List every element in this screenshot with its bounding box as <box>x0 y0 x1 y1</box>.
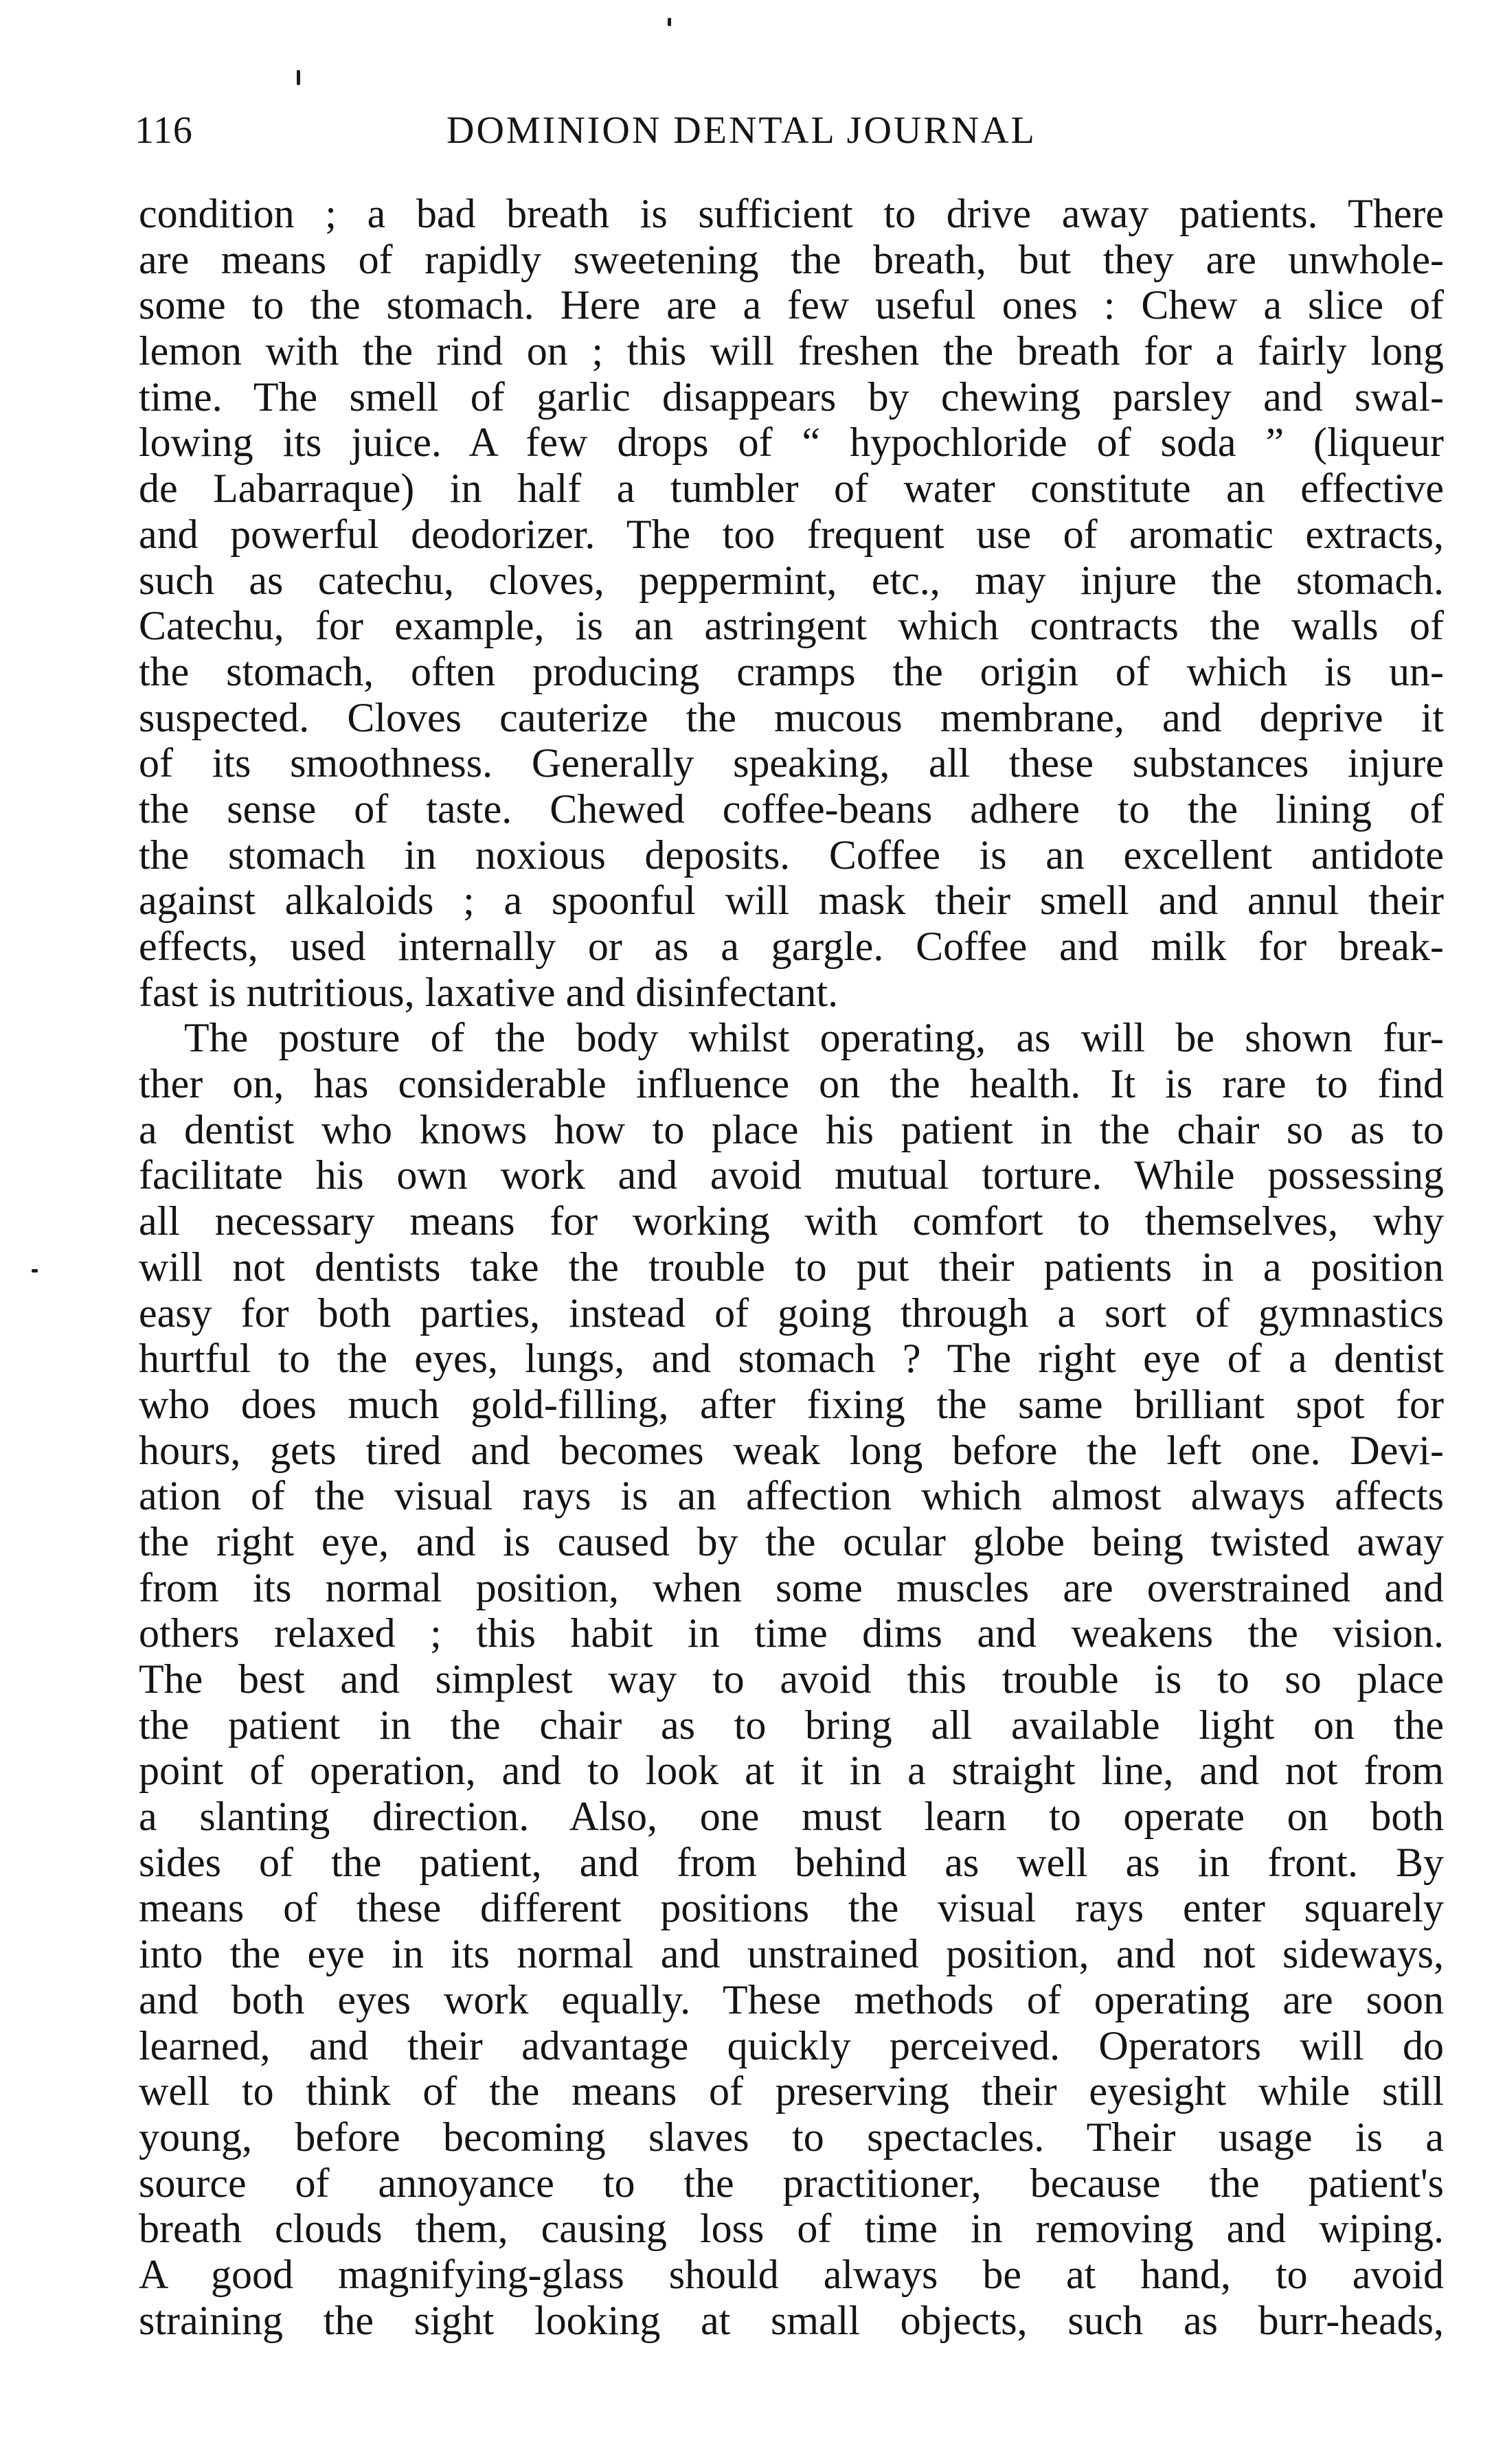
text-line: are means of rapidly sweetening the breath, but they are unwhole- <box>139 236 1444 282</box>
body-text <box>139 191 1444 2343</box>
ink-speck <box>32 1269 38 1273</box>
text-line: A good magnifying-glass should always be at hand, to avoid <box>139 2251 1444 2297</box>
text-line: lemon with the rind on ; this will freshen the breath for a fairly long <box>139 328 1444 374</box>
text-line: effects, used internally or as a gargle. Coffee and milk for break- <box>139 924 1444 969</box>
text-line: against alkaloids ; a spoonful will mask their smell and annul their <box>139 878 1444 924</box>
text-line: all necessary means for working with comfort to themselves, why <box>139 1198 1444 1244</box>
text-line: hurtful to the eyes, lungs, and stomach ? The right eye of a dentist <box>139 1336 1444 1382</box>
text-line: means of these different positions the visual rays enter squarely <box>139 1885 1444 1931</box>
text-line: the stomach, often producing cramps the origin of which is un- <box>139 648 1444 694</box>
text-line: source of annoyance to the practitioner, because the patient's <box>139 2160 1444 2206</box>
text-line: well to think of the means of preserving their eyesight while still <box>139 2068 1444 2114</box>
running-head <box>0 103 1505 158</box>
text-line: will not dentists take the trouble to put their patients in a position <box>139 1244 1444 1290</box>
text-line: into the eye in its normal and unstrained position, and not sideways, <box>139 1931 1444 1977</box>
text-line: Catechu, for example, is an astringent which contracts the walls of <box>139 603 1444 649</box>
paragraph-end-line: fast is nutritious, laxative and disinfectant. <box>139 969 839 1015</box>
text-line: learned, and their advantage quickly perceived. Operators will do <box>139 2022 1444 2068</box>
text-line: the sense of taste. Chewed coffee-beans adhere to the lining of <box>139 786 1444 832</box>
text-line: The best and simplest way to avoid this trouble is to so place <box>139 1656 1444 1702</box>
text-line: and powerful deodorizer. The too frequent use of aromatic extracts, <box>139 511 1444 557</box>
paragraph-start-line: The posture of the body whilst operating, as will be shown fur- <box>184 1015 1444 1061</box>
text-line: point of operation, and to look at it in a straight line, and not from <box>139 1748 1444 1794</box>
text-line: de Labarraque) in half a tumbler of water constitute an effective <box>139 466 1444 512</box>
text-line: ther on, has considerable influence on the health. It is rare to find <box>139 1061 1444 1107</box>
text-line: breath clouds them, causing loss of time in removing and wiping. <box>139 2206 1444 2252</box>
text-line: from its normal position, when some muscles are overstrained and <box>139 1564 1444 1610</box>
text-line: who does much gold-filling, after fixing the same brilliant spot for <box>139 1381 1444 1427</box>
text-line: some to the stomach. Here are a few useful ones : Chew a slice of <box>139 282 1444 328</box>
text-line: such as catechu, cloves, peppermint, etc., may injure the stomach. <box>139 557 1444 603</box>
text-line: and both eyes work equally. These methods of operating are soon <box>139 1976 1444 2022</box>
text-line: time. The smell of garlic disappears by chewing parsley and swal- <box>139 374 1444 420</box>
page-number: 116 <box>135 109 193 152</box>
text-line: sides of the patient, and from behind as well as in front. By <box>139 1839 1444 1885</box>
text-line: young, before becoming slaves to spectacles. Their usage is a <box>139 2114 1444 2160</box>
text-line: the stomach in noxious deposits. Coffee is an excellent antidote <box>139 832 1444 878</box>
text-line: suspected. Cloves cauterize the mucous membrane, and deprive it <box>139 694 1444 740</box>
text-line: easy for both parties, instead of going through a sort of gymnastics <box>139 1290 1444 1336</box>
text-line: ation of the visual rays is an affection which almost always affects <box>139 1473 1444 1519</box>
ink-speck <box>297 70 300 85</box>
text-line: others relaxed ; this habit in time dims and weakens the vision. <box>139 1610 1444 1656</box>
ink-speck <box>668 18 671 26</box>
text-line: a dentist who knows how to place his patient in the chair so as to <box>139 1106 1444 1152</box>
text-line: straining the sight looking at small objects, such as burr-heads, <box>139 2297 1444 2343</box>
text-line: hours, gets tired and becomes weak long before the left one. Devi- <box>139 1427 1444 1473</box>
text-line: of its smoothness. Generally speaking, all these substances injure <box>139 740 1444 786</box>
text-line: a slanting direction. Also, one must learn to operate on both <box>139 1794 1444 1840</box>
text-line: facilitate his own work and avoid mutual torture. While possessing <box>139 1152 1444 1198</box>
text-line: the right eye, and is caused by the ocular globe being twisted away <box>139 1518 1444 1564</box>
text-line: lowing its juice. A few drops of “ hypochloride of soda ” (liqueur <box>139 420 1444 466</box>
text-line: the patient in the chair as to bring all available light on the <box>139 1702 1444 1748</box>
text-line: condition ; a bad breath is sufficient to drive away patients. There <box>139 191 1444 236</box>
journal-title: DOMINION DENTAL JOURNAL <box>446 109 1037 152</box>
